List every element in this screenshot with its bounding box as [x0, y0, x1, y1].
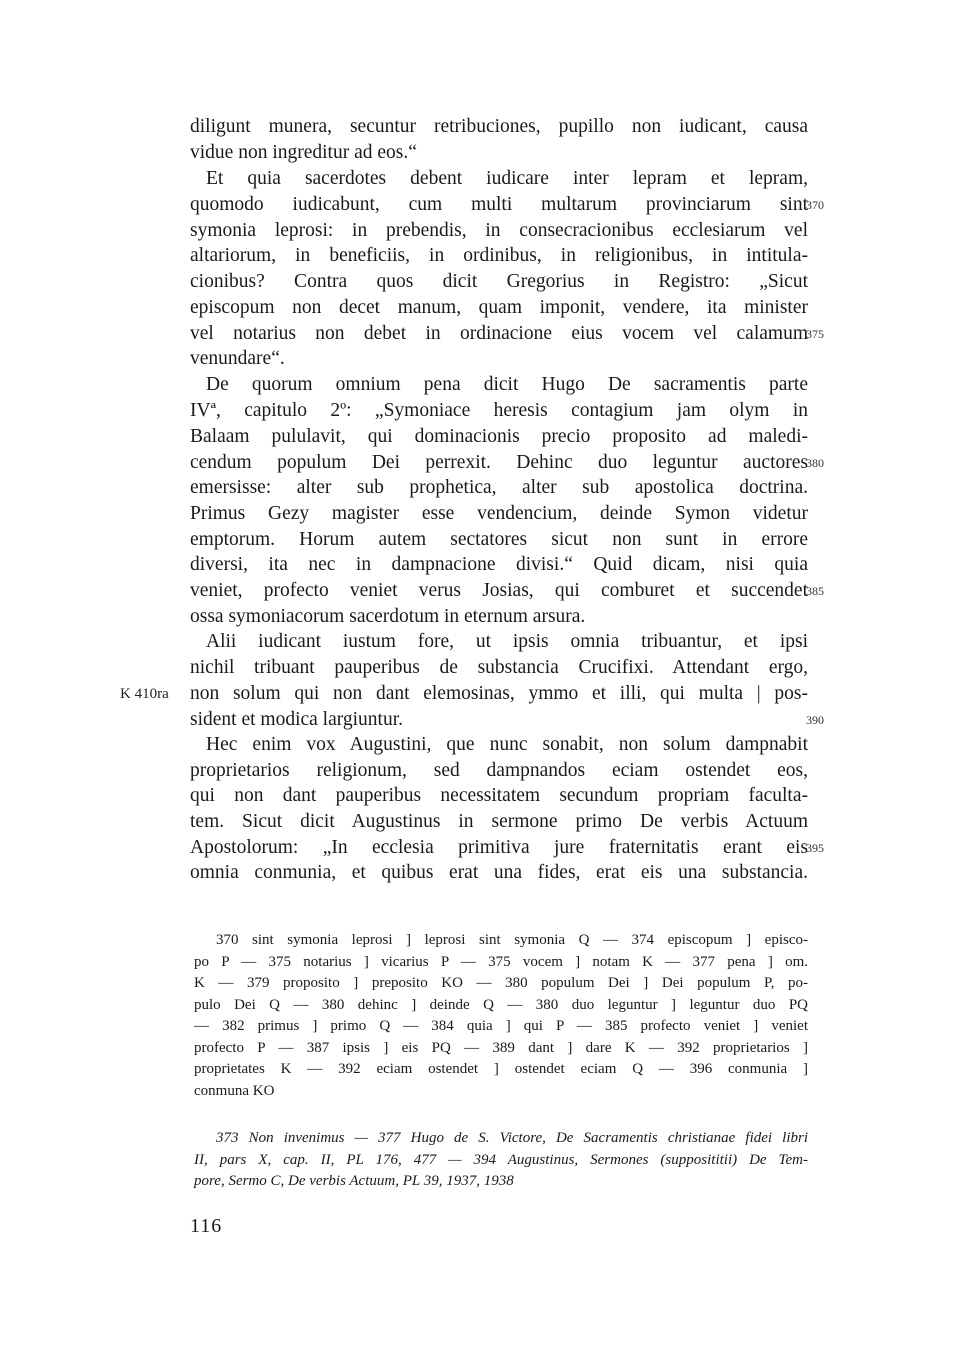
text-line: emersisse: alter sub prophetica, alter sub apostolica doctrina. — [190, 477, 808, 498]
text-line: qui non dant pauperibus necessitatem secundum propriam facultа- — [190, 785, 808, 806]
page-number: 116 — [190, 1215, 223, 1237]
text-line: ossa symoniacorum sacerdotum in eternum arsura. — [190, 606, 586, 627]
text-line: venundare“. — [190, 348, 285, 369]
text-line: diligunt munera, secuntur retribuciones, pupillo non iudicant, causa — [190, 116, 808, 137]
apparatus-line: proprietates K — 392 eciam ostendet ] ostendet eciam Q — 396 conmunia ] — [194, 1061, 808, 1077]
text-line: cionibus? Contra quos dicit Gregorius in Registro: „Sicut — [190, 271, 808, 292]
apparatus-line: pulo Dei Q — 380 dehinc ] deinde Q — 380 duo leguntur ] leguntur duo PQ — [194, 997, 808, 1013]
apparatus-line: K — 379 proposito ] preposito KO — 380 populum Dei ] Dei populum P, po- — [194, 975, 808, 991]
text-line: Primus Gezy magister esse vendencium, deinde Symon videtur — [190, 503, 808, 524]
line-number: 375 — [806, 327, 824, 341]
text-line: De quorum omnium pena dicit Hugo De sacramentis parte — [206, 374, 808, 395]
text-line: non solum qui non dant elemosinas, ymmo et illi, qui multa | pos- — [190, 683, 808, 704]
text-line: tem. Sicut dicit Augustinus in sermone primo De verbis Actuum — [190, 811, 808, 832]
text-line: Apostolorum: „In ecclesia primitiva jure fraternitatis erant eis — [190, 837, 808, 858]
line-number: 380 — [806, 456, 824, 470]
text-line: proprietarios religionum, sed dampnandos eciam ostendet eos, — [190, 760, 808, 781]
text-line: veniet, profecto veniet verus Josias, qui comburet et succendet — [190, 580, 808, 601]
text-line: Alii iudicant iustum fore, ut ipsis omnia tribuantur, et ipsi — [206, 631, 808, 652]
text-line: episcopum non decet manum, quam imponit, vendere, ita minister — [190, 297, 808, 318]
apparatus-line: conmuna KO — [194, 1083, 275, 1099]
line-number: 390 — [806, 713, 824, 727]
source-note-line: II, pars X, cap. II, PL 176, 477 — 394 Augustinus, Sermones (suppositіtii) De Tem- — [194, 1152, 808, 1168]
text-line: Hec enim vox Augustini, que nunc sonabit, non solum dampnabit — [206, 734, 808, 755]
text-line: sident et modica largiuntur. — [190, 709, 404, 730]
text-line: Et quia sacerdotes debent iudicare inter lepram et lepram, — [206, 168, 808, 189]
text-line: altariorum, in beneficiis, in ordinibus, in religionibus, in intitula- — [190, 245, 808, 266]
apparatus-line: 370 sint symonia leprosi ] leprosi sint symonia Q — 374 episcopum ] episco- — [216, 932, 808, 948]
line-number: 385 — [806, 584, 824, 598]
text-line: Balaam pululavit, qui dominacionis precio proposito ad maledi- — [190, 426, 808, 447]
apparatus-line: po P — 375 notarius ] vicarius P — 375 vocem ] notam K — 377 pena ] om. — [194, 954, 808, 970]
apparatus-line: — 382 primus ] primo Q — 384 quia ] qui P — 385 profecto veniet ] veniet — [194, 1018, 808, 1034]
line-number: 395 — [806, 841, 824, 855]
line-number: 370 — [806, 198, 824, 212]
text-line: nichil tribuant pauperibus de substancia Crucifixi. Attendant ergo, — [190, 657, 808, 678]
text-line: vel notarius non debet in ordinacione eius vocem vel calamum — [190, 323, 808, 344]
source-note-line: pore, Sermo C, De verbis Actuum, PL 39, 1937, 1938 — [194, 1173, 514, 1189]
text-line: vidue non ingreditur ad eos.“ — [190, 142, 417, 163]
text-line: quomodo iudicabunt, cum multi multarum provinciarum sint — [190, 194, 808, 215]
margin-folio-note: K 410ra — [120, 686, 169, 702]
text-line: cendum populum Dei perrexit. Dehinc duo leguntur auctores — [190, 452, 808, 473]
text-line: symonia leprosi: in prebendis, in consecracionibus ecclesiarum vel — [190, 220, 808, 241]
apparatus-line: profecto P — 387 ipsis ] eis PQ — 389 dant ] dare K — 392 proprietarios ] — [194, 1040, 808, 1056]
text-line: IVª, capitulo 2º: „Symoniace heresis contagium jam olym in — [190, 400, 808, 421]
text-line: diversi, ita nec in dampnacione divisi.“ Quid dicam, nisi quia — [190, 554, 808, 575]
text-line: omnia conmunia, et quibus erat una fides, erat eis una substancia. — [190, 862, 808, 883]
text-line: emptorum. Horum autem sectatores sicut non sunt in errore — [190, 529, 808, 550]
source-note-line: 373 Non invenimus — 377 Hugo de S. Victore, De Sacramentis christianae fidei libri — [216, 1130, 808, 1146]
